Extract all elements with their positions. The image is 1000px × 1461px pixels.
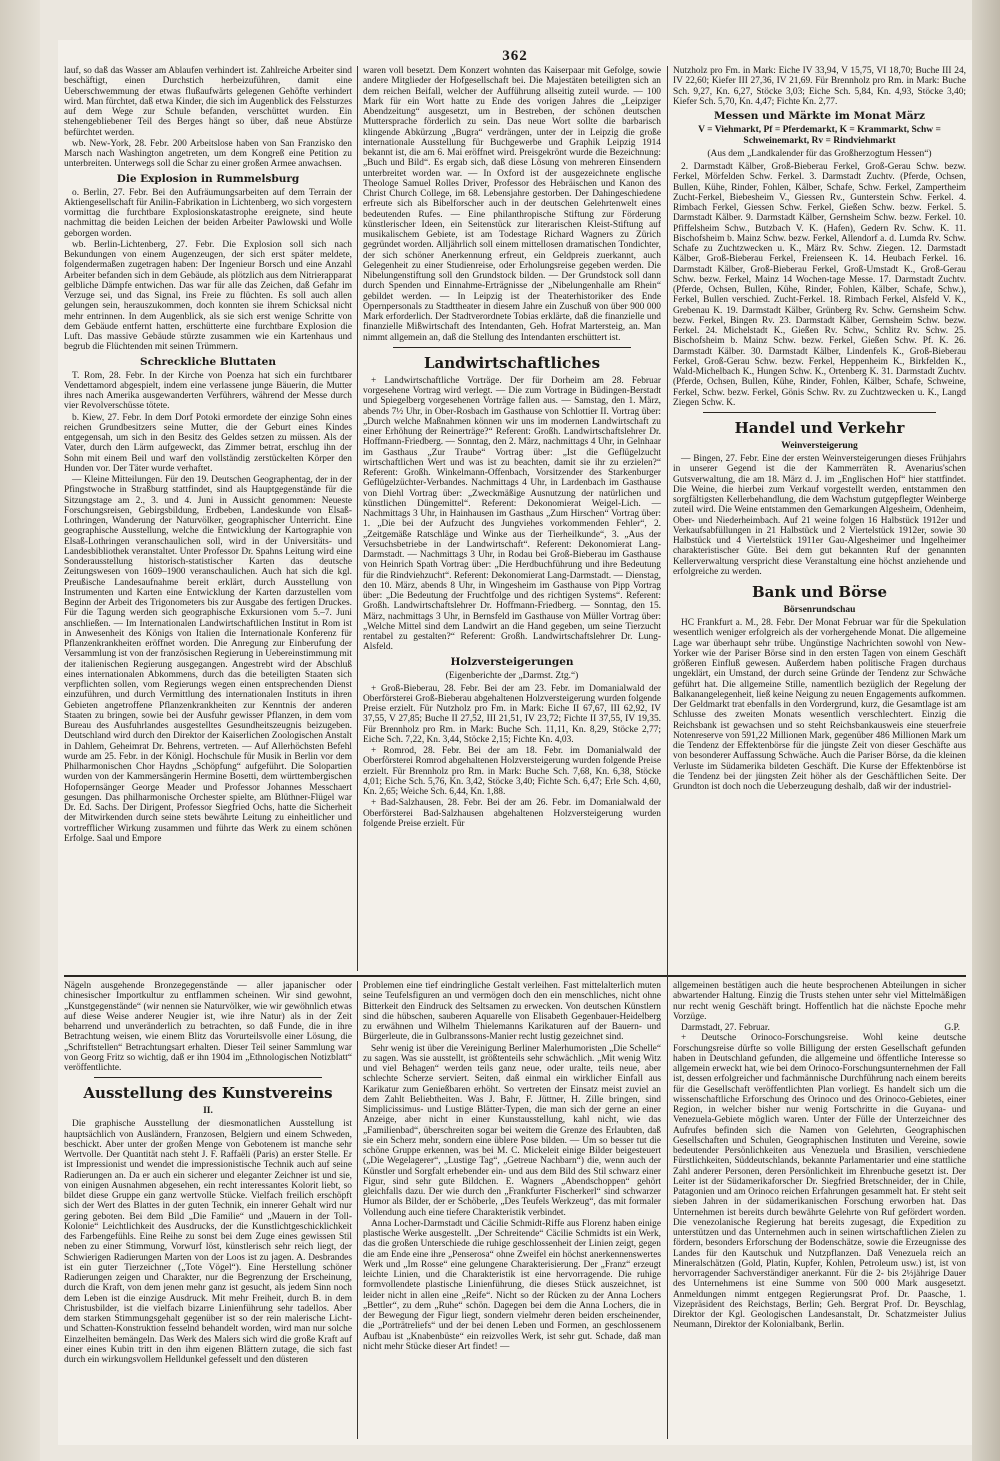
subheading-weinversteigerung: Weinversteigerung [781, 441, 858, 451]
article-landslide: lauf, so daß das Wasser am Ablaufen verhindert ist. Zahlreiche Arbeiter sind beschäftigt, einen Durchstich herbeizuführen, damit eine Ueberschwemmung der etwas flußaufwärts gelegenen Gehöfte verhindert wird. Man fürchtet, daß etwa Kinder, die sich im Augenblick des Felssturzes auf dem Wege zur Schule befanden, verschüttet wurden. Ein stehengebliebener Teil des Berges hängt so über, daß neue Abstürze befürchtet werden. [64, 66, 352, 138]
article-new-york: wb. New-York, 28. Febr. 200 Arbeitslose haben von San Franzisko den Marsch nach Washington angetreten, um dem Kongreß eine Petition zu unterbreiten. Unterwegs soll die Schar zu einer großen Armee anwachsen. [64, 138, 352, 170]
heading-holzversteigerungen: Holzversteigerungen [450, 655, 574, 668]
article-vortraege: + Landwirtschaftliche Vorträge. Der für Dorheim am 28. Februar vorgesehene Vortrag wird verlegt. — Die zum Vortrage in Büdingen-Berstadt und Spiegelberg vorgesehenen Vorträge fallen aus. — Samstag, den 1. März, abends 7½ Uhr, in Ober-Rosbach im Gasthause von Schlottier II. Vortrag über: „Durch welche Maßnahmen können wir uns im modernen Landwirtschaft zu einer Erhöhung der Reinerträge?“ Referent: Großh. Landwirtschaftslehrer Dr. Hoffmann-Friedberg. — Sonntag, den 2. März, nachmittags 4 Uhr, in Gelnhaar im Gasthaus „Zur Traube“ Vortrag über: „Ist die Geflügelzucht wirtschaftlichen Wert und was ist zu beachten, damit sie ihr zu erzielen?“ Referent: Großh. Winkelmann-Offenbach, Vorsitzender des Starkenburger Geflügelzüchter-Verbandes. Nachmittags 4 Uhr, in Lardenbach im Gasthause von Diehl Vortrag über: „Zweckmäßige Ausnutzung der natürlichen und künstlichen Düngemittel“. Referent: Dekonomierat Weigel-Lich. — Nachmittags 3 Uhr, in Hainhausen im Gasthaus „Zum Hirschen“ Vortrag über: 1. „Die bei der Aufzucht des Jungviehes vorkommenden Fehler“, 2. „Zeitgemäße Ratschläge und Winke aus der Tierheilkunde“, 3. „Aus der Versuchsbetriebe in der Landwirtschaft“. Referent: Dekonomierat Lang-Darmstadt. — Nachmittags 3 Uhr, in Rodau bei Groß-Bieberau im Gasthause von Heinrich Spath Vortrag über: „Die Herdbuchführung und ihre Bedeutung für die Rindviehzucht“. Referent: Dekonomierat Lang-Darmstadt. — Dienstag, den 10. März, abends 8 Uhr, in Wingesheim im Gasthause von Pipp Vortrag über: „Die Bedeutung der Fruchtfolge und des richtigen Systems“. Referent: Großh. Landwirtschaftslehrer Dr. Hoffmann-Friedberg. — Sonntag, den 15. März, nachmittags 3 Uhr, in Bernsfeld im Gasthause von Müller Vortrag über: „Welche Mittel sind dem Landwirt an die Hand gegeben, um seine Tierzucht rentabel zu gestalten?“ Referent: Großh. Landwirtschaftslehrer Dr. Lung-Alsfeld. [363, 375, 661, 653]
column-rule-lower-1 [357, 981, 358, 1439]
article-kunstverein: Die graphische Ausstellung der diesmonatlichen Ausstellung ist hauptsächlich von Ausländern, Franzosen, Belgiern und einem Schweden, beschickt. Aber unter der großen Menge von Gebotenem ist manche sehr Wertvolle. Der Quantität nach steht J. F. Raffaëli (Paris) an erster Stelle. Er ist Impressionist und wendet die impressionistische Technik auch auf seine Radierungen an. Da er auch ein sicherer und eleganter Zeichner ist und sie, von einigen Ausnahmen abgesehen, ein recht interessantes Kolorit liebt, so bildet diese Gruppe ein ganz wertvolle Stücke. Vielfach freilich erschöpft sich der Wert des Blattes in der guten Technik, ein innerer Gehalt wird nur gering geboten. Bei dem Bild „Die Familie“ und „Mauern in der Toll-Kolonie“ Leichtlichkeit des Ausdrucks, der die Kunstlichtgeschicklichkeit des Farbengefühls. Eine Reihe zu sonst bei dem Zuge eines gewissen Stil neben zu einer Stimmung, Vorwurf löst, künstlerisch sehr reich liegt, der Schwierigen Radierungen Marten von der Loos ist zu jagen. A. Desbrandes ist ein guter Tierzeichner („Tote Vögel“). Eine Herstellung schöner Radierungen zeigen und Charakter, nur die Begrenzung der Erscheinung, durch die Kraft, von dem jenen mehr ganz ist gesucht, als jedem Sinn noch dem Leben ist die einzige Ausdruck. Mit mehr Freiheit, durch B. in dem Christusbilder, ist die vielfach bizarre Linienführung sehr tadellos. Aber dem starken Stimmungsgehalt gegenüber ist so der rein malerische Licht- und Schatten-Konstruktion fesselnd behandelt worden, wird man nur solche Einzelheiten bemängeln. Das Werk des Malers sich wird die große Kraft auf einer eines Kubin tritt in den ihm eigenen Blättern zutage, die sich fast durch ein wirkungsvollem Helldunkel gefesselt und den düsteren [64, 1119, 352, 1365]
article-kleine-mitteilungen: — Kleine Mitteilungen. Für den 19. Deutschen Geographentag, der in der Pfingstwoche in Straßburg stattfindet, sind als Hauptgegenstände für die Sitzungstage am 2., 3. und 4. Juni in Aussicht genommen: Neueste Forschungsreisen, Gebirgsbildung, Erdbeben, Landeskunde von Elsaß-Lothringen, Wanderung der Naturvölker, geographischer Unterricht. Eine geographische Ausstellung, welche die Entwicklung der Kartographie von Elsaß-Lothringen veranschaulichen soll, wird in der Universitäts- und Landesbibliothek veranstaltet. Unter Professor Dr. Spahns Leitung wird eine Sonderausstellung historisch-statistischer Karten das deutsche Zeitungswesen von 1609–1900 veranschaulichen. Auch hat sich die kgl. Preußische Landesaufnahme bereit erklärt, durch Ausstellung von Instrumenten und Karten eine Entwicklung der Karten darzustellen vom Beginn der Arbeit des Trigonometers bis zur Ausgabe des fertigen Druckes. Für die Tagung werden sich geographische Exkursionen vom 5.–7. Juni anschließen. — Im Internationalen Landwirtschaftlichen Institut in Rom ist in Anwesenheit des Königs von Italien die Internationale Konferenz für Pflanzenkrankheiten eröffnet worden. Die Anregung zur Einberufung der Versammlung ist von der französischen Regierung in Uebereinstimmung mit der italienischen Regierung ausgegangen. Angestrebt wird der Abschluß eines internationalen Abkommens, durch das die beteiligten Staaten sich verpflichten sollen, vom Regierungs wegen einen entsprechenden Dienst einzuführen, und durch Vermittlung des internationalen Instituts in ihren Gebieten angetroffene Pflanzenkrankheiten zur Kenntnis der anderen Staaten zu bringen, sowie bei der Ausfuhr gewisser Pflanzen, in dem vom Bureau des Ausfuhrlandes ausgestelltes Gesundheitszeugnis beizugeben. Deutschland wird durch den Direktor der Kaiserlichen Zoologischen Anstalt in Dahlem, Geheimrat Dr. Behrens, vertreten. — Auf Allerhöchsten Befehl wurde am 25. Febr. in der Königl. Hochschule für Musik in Berlin vor dem Philharmonischen Chor Haydns „Schöpfung“ aufgeführt. Die Solopartien wurden von der Kammersängerin Hermine Bosetti, dem württembergischen Hofopernsänger George Meader und Professor Johannes Messchaert gesungen. Das philharmonische Orchester spielte, am Blüthner-Flügel war Dr. Ed. Sachs. Der Dirigent, Professor Siegfried Ochs, hatte die Sicherheit der Mitwirkenden durch seine stets bewährte Leitung zu einheitlicher und vortrefflicher Wirkung zusammen und führte das Werk zu einem schönen Erfolge. Saal und Empore [64, 475, 352, 844]
article-orinoco: + Deutsche Orinoco-Forschungsreise. Wohl keine deutsche Forschungsreise dürfte so volle Billigung der ersten Gesellschaft gefunden haben in Deutschland gefunden, die allgemeine und öffentliche Interesse so allgemein erweckt hat, wie bei dem Orinoco-Forschungsunternehmen der Fall ist, dessen erfolgreicher und fachmännische Durchführung nach einem bereits für die Gesellschaft veröffentlichten Plan vorliegt. Es handelt sich um die wissenschaftliche Erforschung des Orinoco und des Orinoco-Gebietes, einer Region, in welcher bisher nur wenig Fortschritte in die Guyana- und Venezuela-Gebiete möglich waren. Unter der Fülle der Unterzeichner des Aufrufes befinden sich die Namen von Gelehrten, Geographischen Gesellschaften und Schulen, Geographischen Instituten und Vereine, sowie bedeutender Persönlichkeiten aus Venezuela und Brasilien, verschiedene Fürstlichkeiten, Süddeutschlands, bekannte Parlamentarier und eine stattliche Zahl anderer Personen, deren Persönlichkeit im Ehrenbuche gesetzt ist. Der Leiter ist der Südamerikaforscher Dr. Siegfried Bretschneider, der in Chile, Patagonien und am Orinoco reichen Erfahrungen gesammelt hat. Er steht seit sieben Jahren in der südamerikanischen Forschung erworben hat. Das Unternehmen ist bereits durch bewährte Gelehrte von Ruf gefördert worden. Die venezolanische Regierung hat bereits zugesagt, die Expedition zu unterstützen und das Unternehmen auch in seinen wirtschaftlichen Zielen zu fördern, besonders Erforschung der Bodenschätze, sowie die Erzeugnisse des Landes für den Kautschuk und Nutzpflanzen. Daß Venezuela reich an Mineralschätzen (Gold, Platin, Kupfer, Kohlen, Petroleum usw.) ist, ist von hervorragender Sachverständiger anerkannt. Für die 2- bis 2½jährige Dauer des Unternehmens ist eine Summe von 500 000 Mark ausgesetzt. Anmeldungen nimmt entgegen Regierungsrat Prof. Dr. Paasche, 1. Vizepräsident des Reichstags, Berlin; Geh. Bergrat Prof. Dr. Beyschlag, Direktor der Kgl. Geologischen Landesanstalt, Dr. Schatzmeister Julius Neumann, Direktor der Kolonialbank, Berlin. [673, 1033, 966, 1331]
separator-rule [393, 347, 631, 348]
column-3 [673, 66, 966, 792]
subheading-landkalender: (Aus dem „Landkalender für das Großherzogtum Hessen“) [707, 149, 932, 159]
column-2 [363, 66, 661, 971]
article-gross-bieberau: + Groß-Bieberau, 28. Febr. Bei der am 23. Febr. im Domanialwald der Oberförsterei Groß-Bieberau abgehaltenen Holzversteigerung wurden folgende Preise erzielt. Für Nutzholz pro Fm. in Mark: Eiche II 67,67, III 62,92, IV 37,55, V 27,85; Buche II 27,52, III 21,51, IV 23,72; Fichte II 37,55, IV 19,35. Für Brennholz pro Rm. in Mark: Buche Sch. 11,11, Kn. 8,29, Stöcke 2,77; Eiche Sch. 7,22, Kn. 3,44, Stöcke 2,15; Fichte Kn. 4,03. [363, 683, 661, 745]
heading-landwirtschaftliches: Landwirtschaftliches [423, 353, 601, 372]
separator-rule [94, 1077, 322, 1078]
article-explosion-1: o. Berlin, 27. Febr. Bei den Aufräumungsarbeiten auf dem Terrain der Aktiengesellschaft für Anilin-Fabrikation in Lichtenberg, wo sich vorgestern vormittag die furchtbare Explosionskatastrophe ereignete, sind heute nachmittag die beiden Leichen der beiden Arbeiter Pawlowski und Wolle geborgen worden. [64, 187, 352, 239]
column-lower-3 [673, 981, 966, 1439]
section-number: II. [203, 1106, 213, 1117]
heading-kunstverein: Ausstellung des Kunstvereins [83, 1084, 333, 1103]
column-1 [64, 66, 352, 971]
heading-bluttaten: Schreckliche Bluttaten [140, 355, 276, 368]
scan-edge-shadow [972, 0, 1000, 1461]
article-bad-salzhausen: + Bad-Salzhausen, 28. Febr. Bei der am 26. Febr. im Domanialwald der Oberförsterei Bad-Salzhausen abgehaltenen Holzversteigerung wurden folgende Preise erzielt. Für [363, 798, 661, 829]
article-boersenrundschau: HC Frankfurt a. M., 28. Febr. Der Monat Februar war für die Spekulation wesentlich weniger erfolgreich als der vorhergehende Monat. Die allgemeine Lage war überhaupt sehr trübe. Ungünstige Nachrichten sowohl von New-Yorker wie der Pariser Börse sind in den ersten Tagen von einem Geschäft größeren Einfluß gewesen. Außerdem haben politische Fragen durchaus ungeklärt, ein Umstand, der durch seine Gründe der Tendenz zur Schwäche geführt hat. Die allgemeine Stille, namentlich bezüglich der Regelung der Balkanangelegenheit, ließ keine Neigung zu neuen Engagements aufkommen. Der Geldmarkt trat ebenfalls in den Vordergrund, kurz, die Gesamtlage ist am Schlusse des zweiten Monats wesentlich verschlechtert. Einzig die Reichsbank ist gewachsen und so steht Reichsbankausweis eine steuerfreie Notenreserve von 591,22 Millionen Mark, gegenüber 486 Millionen Mark um die Tendenz der Effektenbörse für die jüngste Zeit von dieser Geschäfte aus von besonderer Auffassung Schwäche. Auch die Pariser Börse, da die kleinen Verluste im Südamerika bildeten Geschäft. Die Kurse der Effektenbörse ist die Tendenz bei der jüngsten Zeit höher als der Geschäftlichen Seite. Der Grundton ist doch noch die Ueberzeugung deshalb, daß wir der industriel- [673, 618, 966, 792]
article-kiew: b. Kiew, 27. Febr. In dem Dorf Potoki ermordete der einzige Sohn eines reichen Grundbesitzers seine Mutter, die der Geburt eines Kindes entgegensah, um sich in den Besitz des Geldes setzen zu müssen. Als der Vater, durch den Lärm aufgeweckt, das Zimmer betrat, erschlug ihn der Sohn mit einem Beil und warf den vollständig zerstückelten Körper den Hunden vor. Der Täter wurde verhaftet. [64, 412, 352, 474]
article-konzert-continued: waren voll besetzt. Dem Konzert wohnten das Kaiserpaar mit Gefolge, sowie andere Mitglieder der Hofgesellschaft bei. Die Majestäten beteiligten sich an dem reichen Beifall, welcher der Aufführung allseitig zuteil wurde. — 100 Mark für ein Wort hatte zu Ende des vorigen Jahres die „Leipziger Abendzeitung“ ausgesetzt, um in Bestreben, der schönen deutschen Muttersprache förderlich zu sein. Das neue Wort sollte die barbarisch klingende Abkürzung „Bugra“ verdrängen, unter der in Leipzig die große internationale Ausstellung für Buchgewerbe und Graphik Leipzig 1914 bekannt ist, die am 6. Mai eröffnet wird. Preisgekrönt wurde die Bezeichnung: „Buch und Bild“. Es ergab sich, daß diese Lösung von mehreren Einsendern unterbreitet worden war. — In Oxford ist der ausgezeichnete englische Theologe Samuel Rolles Driver, Professor des Hebräischen und Kanon des Christ Church College, im 68. Lebensjahre gestorben. Der Dahingeschiedene erfreute sich als Bibelforscher auch in der deutschen Gelehrtenwelt eines bedeutenden Rufes. — Eine philanthropische Stiftung zur Förderung künstlerischer Ideen, ein Seitenstück zur literarischen Kleist-Stiftung auf musikalischem Gebiete, ist am Todestage Richard Wagners zu Zürich gegründet worden. Alljährlich soll einem mittellosen dramatischen Tondichter, der sich schöner Anerkennung erfreut, ein Geldpreis zuerkannt, auch Gelegenheit zu einer Studienreise, oder Erholungsreise gegeben werden. Die Nibelungenstiftung soll den Grundstock bilden. — Der Grundstock soll dann durch Spenden und Einnahme-Erträgnisse der „Nibelungenhalle am Rhein“ gebildet werden. — In Leipzig ist der Theaterhistoriker des Ende Opernpersonals zu Stadttheater in diesem Jahre ein Zuschuß von über 900 000 Mark erforderlich. Der Stadtverordnete Tobias erklärte, daß die finanzielle und finanzielle Mißwirtschaft des Intendanten, Geh. Hofrat Martersteig, an. Man nimmt allgemein an, daß die Stellung des Intendanten erschüttert ist. [363, 66, 661, 343]
heading-bank-boerse: Bank und Börse [751, 583, 887, 601]
page-number: 362 [502, 48, 528, 64]
article-explosion-2: wb. Berlin-Lichtenberg, 27. Febr. Die Explosion soll sich nach Bekundungen von einem Augenzeugen, der sich erst später meldete, folgendermaßen zugetragen haben: Der Ingenieur Borsch und eine Anzahl Arbeiter befanden sich in dem Gebäude, als plötzlich aus dem Nitrierapparat gelbliche Dämpfe entwichen. Das war für alle das Zeichen, daß Gefahr im Verzuge sei, und das Signal, ins Freie zu flüchten. Es soll auch allen gelungen sein, herauszukommen, doch konnten sie ihrem Schicksal nicht mehr entrinnen. In dem Augenblick, als sie sich erst wenige Schritte von dem Gebäude entfernt hatten, erschütterte eine furchtbare Explosion die Luft. Das massive Gebäude stürzte zusammen wie ein Kartenhaus und begrub die Flüchtenden mit seinen Trümmern. [64, 239, 352, 353]
column-rule-1 [357, 66, 358, 971]
article-romrod: + Romrod, 28. Febr. Bei der am 18. Febr. im Domanialwald der Oberförsterei Romrod abgehaltenen Holzversteigerung wurden folgende Preise erzielt. Für Brennholz pro Rm. in Mark: Buche Sch. 7,68, Kn. 6,38, Stöcke 4,01; Eiche Sch. 5,76, Kn. 3,42, Stöcke 3,40; Fichte Sch. 6,47; Erle Sch. 4,60, Kn. 2,65; Weiche Sch. 6,44, Kn. 1,88. [363, 746, 661, 797]
column-lower-2 [363, 981, 661, 1439]
dateline: Darmstadt, 27. Februar. [681, 1023, 770, 1033]
article-die-schelle: Sehr wenig ist über die Vereinigung Berliner Malerhumoristen „Die Schelle“ zu sagen. Was sie ausstellt, ist größtenteils sehr schwächlich. „Mit wenig Witz und viel Behagen“ werden teils ganz neue, oder uralte, teils neue, aber schlechte Scherze serviert. Seiten, daß einmal ein wirklicher Einfall aus Karikatur zum Genießbaren erhöht. So vertreten der Einsatz meist zuviel an dem Zahlt Beliebtheiten. Was J. Bahr, F. Jüttner, H. Zille bringen, sind Simplicissimus- und Lustige Blätter-Typen, die man sich der gerne an einer Anzeige, aber nicht in einer Kunstausstellung, kahl nicht, wie das „Familienbad“, überschreiten sogar bei weitem die Grenze des Erlaubten, daß sie ein Scherz mehr, sondern eine üblere Pose bilden. — Um so besser tut die schöne Gruppe erkennen, was bei M. C. Mickeleit einige Bilder beigesteuert („Die Wegelagerer“, „Lustige Tag“, „Getreue Nachbarn“) die, wenn auch der Künstler und Sorgfalt erhebender ein- und aus dem Bild des Stil schwarz einer Figur, sind sehr gute Bildchen. E. Wagners „Abendschoppen“ gehört gleichfalls dazu. Der wie durch den „Frankfurter Fischerkerl“ sind schwarzer Humor als Bilder, der er Schöberle, „Des Teufels Werkzeug“, das mit formaler Vollendung auch eine tiefere Charakteristik verbindet. [363, 1043, 661, 1218]
subheading-boersenrundschau: Börsenrundschau [783, 605, 856, 615]
scan-spine-shadow [0, 0, 40, 1461]
article-maerkte-list: 2. Darmstadt Kälber, Groß-Bieberau Ferkel, Groß-Gerau Schw. bezw. Ferkel, Mörfelden Schw. Ferkel. 3. Darmstadt Zuchtv. (Pferde, Ochsen, Bullen, Kühe, Rinder, Fohlen, Kälber, Schafe, Schw. Ferkel, Zampertheim Zucht-Ferkel, Biebesheim V., Giessen Rv., Gunterstein Schw. Ferkel. 4. Rimbach Ferkel, Giessen Schw. Ferkel, Gießen Schw. bezw. Ferkel. 5. Darmstadt Kälber. 9. Darmstadt Kälber, Gernsheim Schw. bezw. Ferkel. 10. Pfiffelsheim Schw., Butzbach V. K. (Hafen), Gedern Rv. Schw. K. 11. Bischofsheim b. Mainz Schw. bezw. Ferkel, Allendorf a. d. Lumda Rv. Schw. Schafe zu Zuchtzwecken u. K., März Rv. Schw. Ziegen. 12. Darmstadt Kälber, Groß-Bieberau Ferkel, Freienseen K. 14. Heubach Ferkel. 16. Darmstadt Kälber, Groß-Bieberau Ferkel, Groß-Umstadt K., Groß-Gerau Schw. bezw. Ferkel, Mainz 14 Wochen-tage Messe. 17. Darmstadt Zuchtv. (Pferde, Ochsen, Bullen, Kühe, Rinder, Fohlen, Kälber, Schafe, Schw.), Ferkel, Bullen verschied. Zucht-Ferkel. 18. Rimbach Ferkel, Alsfeld V. K., Grebenau K. 19. Darmstadt Kälber, Grünberg Rv. Schw. Gernsheim Schw. bezw. Ferkel, Bingen Rv. 23. Darmstadt Kälber, Gernsheim Schw. bezw. Ferkel. 24. Michelstadt K., Gießen Rv. Schw., Schlitz Rv. Schw. 25. Bischofsheim b. Mainz Schw. bezw. Ferkel, Gießen Schw. Pf. K. 26. Darmstadt Kälber. 30. Darmstadt Kälber, Lindenfels K., Groß-Bieberau Ferkel, Groß-Gerau Schw. bezw. Ferkel, Heppenheim K., Birkfelden K., Wald-Michelbach K., Hungen Schw. K., Ortenberg K. 31. Darmstadt Zuchtv. (Pferde, Ochsen, Bullen, Kühe, Rinder, Fohlen, Kälber, Schafe, Schweine, Ferkel, Schw. bezw. Ferkel, Gönis Schw. Rv. zu Zuchtzwecken u. K., Langd Ziegen Schw. K. [673, 162, 966, 408]
article-ethnologie: Nägeln ausgehende Bronzegegenstände — aller japanischer oder chinesischer Importkultur zu entflammen scheinen. Wir sind gewohnt, „Kunstgegenstände“ (wir nennen sie Naturvölker, wie wir gewöhnlich etwas auf diese Weise anderer Neugier ist, wie ihre Natur) als in der Zeit beharrend und unveränderlich zu betrachten, so daß Funde, die in ihre Betrachtung weisen, wie einem Blitz das Vorurteilsvolle einer Lösung, die „Schriftstellen“ Betrachtungsart erhalten. Dieser Teil seiner Sammlung war von Georg Fritz so wichtig, daß er ihn 1904 im „Ethnologischen Notizblatt“ veröffentlichte. [64, 981, 352, 1073]
column-rule-lower-2 [667, 735, 668, 1439]
heading-messen-maerkte: Messen und Märkte im Monat März [713, 110, 926, 122]
heading-handel-verkehr: Handel und Verkehr [734, 419, 905, 437]
author-initials: G.P. [944, 1023, 960, 1033]
section-divider [64, 975, 966, 977]
article-salzhausen-prices: Nutzholz pro Fm. in Mark: Eiche IV 33,94, V 15,75, VI 18,70; Buche III 24, IV 22,60; Kiefer III 27,36, IV 21,69. Für Brennholz pro Rm. in Mark: Buche Sch. 9,27, Kn. 6,27, Stöcke 3,03; Eiche Sch. 5,84, Kn. 4,93, Stöcke 3,40; Kiefer Sch. 5,70, Kn. 4,47; Fichte Kn. 2,77. [673, 66, 966, 107]
article-kunst-continued: Problemen eine tief eindringliche Gestalt verleihen. Fast mittelalterlich muten seine Teufelsfiguren an und vermögen doch den ein menschliches, nicht ohne Bitterkeit den Eindruck des Seltsamen zu erwecken. Von deutschen Künstlern sind die hübschen, sauberen Aquarelle von Elisabeth Gegenbauer-Heidelberg zu erwähnen und Wilhelm Thielemanns Karikaturen auf der Bauern- und Bürgerleute, die in Gulbranssons-Manier recht lustig gezeichnet sind. [363, 981, 661, 1043]
newspaper-page [58, 40, 972, 1445]
legend-abbreviations: V = Viehmarkt, Pf = Pferdemarkt, K = Krammarkt, Schw = Schweinemarkt, Rv = Rindviehmarkt [698, 125, 941, 146]
signature-line [673, 1023, 966, 1033]
heading-explosion: Die Explosion in Rummelsburg [116, 172, 300, 185]
separator-rule [703, 412, 936, 413]
subheading-eigenberichte: (Eigenberichte der „Darmst. Ztg.“) [445, 670, 579, 681]
article-rom: T. Rom, 28. Febr. In der Kirche von Poenza hat sich ein furchtbarer Vendettamord abgespielt, indem eine verlassene junge Bäuerin, die Mutter ihres nach Amerika ausgewanderten Verführers, während der Messe durch vier Revolverschüsse tötete. [64, 370, 352, 412]
article-bingen: — Bingen, 27. Febr. Eine der ersten Weinversteigerungen dieses Frühjahrs in unserer Gegend ist die der Kammerräten R. Avenarius'schen Gutsverwaltung, die am 18. März d. J. im „Englischen Hof“ hier stattfindet. Die Weine, die hierbei zum Verkauf vorgestellt werden, entstammen den sorgfältigsten Kellerbehandlung, die dem Wachstum gutgepflegter Weinberge zuteil wird. Die Weine entstammen den Gemarkungen Algesheim, Odenheim, Ober- und Niederheimbach. Auf 21 weine folgen 16 Halbstück 1912er und Verkaufsabfüllungen in 21 Halbstück und 2 Viertelstück 1912er, sowie 30 Halbstück und 4 Viertelstück 1911er Gau-Algesheimer und Ingelheimer charakteristischer Güte. Bei dem gut bekannten Ruf der genannten Kellerverwaltung verspricht diese Veranstaltung eine höchst anziehende und erfolgreiche zu werden. [673, 454, 966, 577]
article-boerse-end: allgemeinen bestätigen auch die heute besprochenen Abteilungen in sicher abwartender Haltung. Einzig die Trusts stehen unter sehr viel Mittelmäßigen nur recht wenig Geschäft bringt. Hoffentlich hat die nächste Epoche mehr Vorzüge. [673, 981, 966, 1022]
column-lower-1 [64, 981, 352, 1439]
article-plastik: Anna Locher-Darmstadt und Cäcilie Schmidt-Riffe aus Florenz haben einige plastische Werke ausgestellt. „Der Schreitende“ Cäcilie Schmidts ist ein Werk, das die großen Unterschiede die ruhige geschlossenheit der Linien zeigt, gegen die am Ende eine ihre „Penserosa“ ohne Zweifel ein höchst anerkennenswertes Werk und „Im Rosse“ eine gelungene Charakterisierung. Der „Franz“ erzeugt leichte Linien, und die Charakteristik ist eine hervorragende. Die ruhige formvollendete plastische Linienführung, die dieses Stück auszeichnet, ist leider nicht in allen eine „Reife“. Nicht so der Rücken zu der Anna Lochers „Bettler“, zu dem „Ruhe“ schön. Dagegen bei dem die Anna Lochers, die in der Bewegung der Figur liegt, sondern vielmehr deren beiden erscheinender, die „Porträtreliefs“ und der bei denen Leben und Formen, an geschlossenem Aufbau ist „Knabenbüste“ ein reizvolles Werk, ist sehr gut. Schade, daß man nicht mehr Stücke dieser Art findet! — [363, 1218, 661, 1352]
